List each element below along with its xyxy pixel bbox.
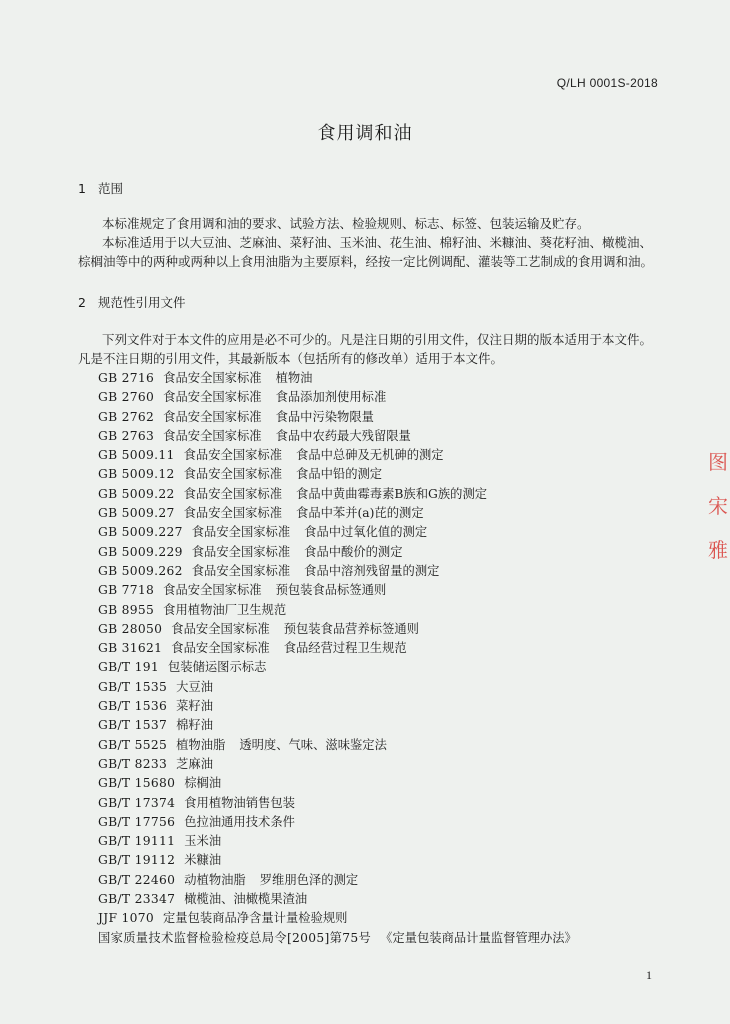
section-1-body (78, 214, 663, 271)
reference-item (98, 639, 658, 658)
reference-code: GB/T 5525 (98, 737, 168, 752)
reference-code: GB 5009.11 (98, 448, 175, 463)
section-title: 范围 (98, 181, 124, 196)
reference-item (98, 794, 658, 813)
reference-name: 食品安全国家标准 (163, 390, 262, 405)
reference-name: 食品安全国家标准 (183, 448, 283, 463)
reference-name: 食品安全国家标准 (163, 409, 262, 424)
reference-code: GB/T 23347 (98, 892, 176, 907)
reference-code: GB 5009.22 (98, 486, 175, 501)
reference-item (98, 620, 658, 639)
reference-name: 食品安全国家标准 (171, 621, 270, 636)
reference-item (98, 658, 658, 677)
reference-subject: 预包装食品营养标签通则 (283, 621, 419, 636)
reference-code: GB/T 15680 (98, 776, 176, 791)
reference-item (98, 774, 658, 793)
reference-item (98, 408, 658, 427)
document-number: Q/LH 0001S-2018 (556, 76, 658, 90)
reference-code: GB/T 17756 (98, 814, 176, 829)
reference-name: 动植物油脂 (184, 872, 246, 887)
reference-code: GB 5009.229 (98, 544, 183, 559)
reference-item (98, 427, 658, 446)
reference-item (98, 716, 658, 735)
reference-name: 棉籽油 (176, 718, 214, 733)
reference-item (98, 601, 658, 620)
reference-code: GB 8955 (98, 602, 155, 617)
red-stamp (708, 440, 730, 600)
reference-name: 食品安全国家标准 (191, 525, 291, 540)
reference-code: GB/T 1535 (98, 679, 168, 694)
reference-item (98, 581, 658, 600)
reference-item (98, 678, 658, 697)
reference-name: 食品安全国家标准 (163, 583, 262, 598)
reference-item (98, 523, 658, 542)
reference-item (98, 755, 658, 774)
reference-item (98, 504, 658, 523)
document-title: 食用调和油 (317, 123, 413, 144)
reference-subject: 食品中铅的测定 (296, 467, 383, 482)
reference-subject: 罗维朋色泽的测定 (259, 872, 359, 887)
reference-subject: 食品中溶剂残留量的测定 (304, 563, 440, 578)
reference-name: 食品安全国家标准 (163, 428, 262, 443)
reference-code: GB 28050 (98, 621, 163, 636)
reference-subject: 食品中污染物限量 (275, 409, 374, 424)
reference-name: 色拉油通用技术条件 (184, 814, 295, 829)
reference-subject: 食品中酸价的测定 (304, 544, 403, 559)
reference-subject: 食品添加剂使用标准 (275, 390, 387, 405)
reference-item (98, 851, 658, 870)
reference-item (98, 871, 658, 890)
reference-code: GB/T 19111 (98, 834, 176, 849)
reference-item (98, 369, 658, 388)
reference-code: GB/T 17374 (98, 795, 176, 810)
reference-code: GB 2763 (98, 428, 155, 443)
reference-item (98, 890, 658, 909)
reference-item (98, 465, 658, 484)
reference-name: 芝麻油 (176, 756, 214, 771)
reference-code: GB/T 1537 (98, 718, 168, 733)
paragraph: 本标准规定了食用调和油的要求、试验方法、检验规则、标志、标签、包装运输及贮存。 (102, 216, 590, 231)
reference-item (98, 543, 658, 562)
reference-name: 棕榈油 (184, 776, 222, 791)
reference-code: GB 5009.27 (98, 506, 175, 521)
reference-subject: 食品中总砷及无机砷的测定 (296, 448, 444, 463)
stamp-char: 宋 (708, 494, 728, 518)
reference-code: GB 31621 (98, 641, 163, 656)
reference-name: 食品安全国家标准 (183, 506, 283, 521)
reference-item (98, 813, 658, 832)
reference-name: 食品安全国家标准 (183, 486, 283, 501)
reference-name: 玉米油 (184, 834, 222, 849)
reference-item (98, 832, 658, 851)
reference-code: GB/T 1536 (98, 699, 168, 714)
reference-subject: 透明度、气味、滋味鉴定法 (239, 737, 387, 752)
reference-subject: 食品中黄曲霉毒素B族和G族的测定 (296, 486, 488, 501)
reference-item (98, 446, 658, 465)
reference-name: 食用植物油销售包装 (184, 795, 295, 810)
reference-name: 食品安全国家标准 (183, 467, 283, 482)
paragraph: 本标准适用于以大豆油、芝麻油、菜籽油、玉米油、花生油、棉籽油、米糠油、葵花籽油、橄榄油、棕榈油等中的两种或两种以上食用油脂为主要原料，经按一定比例调配、灌装等工艺制成的食用调和油。 (78, 235, 654, 269)
reference-subject: 预包装食品标签通则 (275, 583, 387, 598)
reference-name: 食品安全国家标准 (171, 641, 270, 656)
reference-subject: 食品经营过程卫生规范 (283, 641, 407, 656)
reference-subject: 食品中过氧化值的测定 (304, 525, 428, 540)
reference-code: GB/T 191 (98, 660, 159, 675)
paragraph: 下列文件对于本文件的应用是必不可少的。凡是注日期的引用文件，仅注日期的版本适用于本文件。凡是不注日期的引用文件，其最新版本（包括所有的修改单）适用于本文件。 (78, 332, 653, 366)
reference-code: GB 7718 (98, 583, 155, 598)
section-number: 2 (78, 295, 86, 310)
reference-code: GB/T 19112 (98, 853, 176, 868)
reference-name: 包装储运图示标志 (167, 660, 267, 675)
reference-code: GB/T 22460 (98, 872, 176, 887)
reference-list (98, 369, 658, 948)
reference-name: 食用植物油厂卫生规范 (163, 602, 287, 617)
section-title: 规范性引用文件 (98, 295, 186, 310)
reference-name: 定量包装商品净含量计量检验规则 (163, 911, 348, 926)
section-2-intro (78, 330, 663, 368)
reference-item (98, 562, 658, 581)
reference-name: 菜籽油 (176, 699, 214, 714)
reference-subject: 食品中苯并(a)芘的测定 (296, 506, 424, 521)
reference-item (98, 485, 658, 504)
reference-code: GB/T 8233 (98, 756, 168, 771)
reference-code: 国家质量技术监督检验检疫总局令[2005]第75号 (98, 930, 372, 945)
reference-item (98, 388, 658, 407)
section-1-heading (78, 179, 123, 197)
reference-name: 食品安全国家标准 (191, 563, 291, 578)
reference-code: GB 2760 (98, 390, 155, 405)
reference-name: 食品安全国家标准 (191, 544, 291, 559)
reference-code: GB 2762 (98, 409, 155, 424)
page-number: 1 (646, 968, 652, 982)
reference-name: 橄榄油、油橄榄果渣油 (184, 892, 308, 907)
section-number: 1 (78, 181, 86, 196)
reference-code: GB 5009.12 (98, 467, 175, 482)
reference-item (98, 736, 658, 755)
reference-code: GB 5009.227 (98, 525, 183, 540)
reference-subject: 食品中农药最大残留限量 (275, 428, 411, 443)
reference-item (98, 929, 658, 948)
reference-item (98, 909, 658, 928)
section-2-heading (78, 293, 186, 311)
reference-name: 大豆油 (176, 679, 214, 694)
reference-code: JJF 1070 (98, 911, 154, 926)
reference-name: 米糠油 (184, 853, 222, 868)
reference-name: 食品安全国家标准 (163, 371, 262, 385)
reference-code: GB 2716 (98, 371, 155, 385)
reference-code: GB 5009.262 (98, 563, 183, 578)
reference-item (98, 697, 658, 716)
stamp-char: 图 (708, 450, 728, 474)
reference-name: 植物油脂 (176, 737, 226, 752)
reference-name: 《定量包装商品计量监督管理办法》 (380, 930, 577, 945)
stamp-char: 雅 (708, 538, 728, 562)
reference-subject: 植物油 (275, 371, 313, 385)
